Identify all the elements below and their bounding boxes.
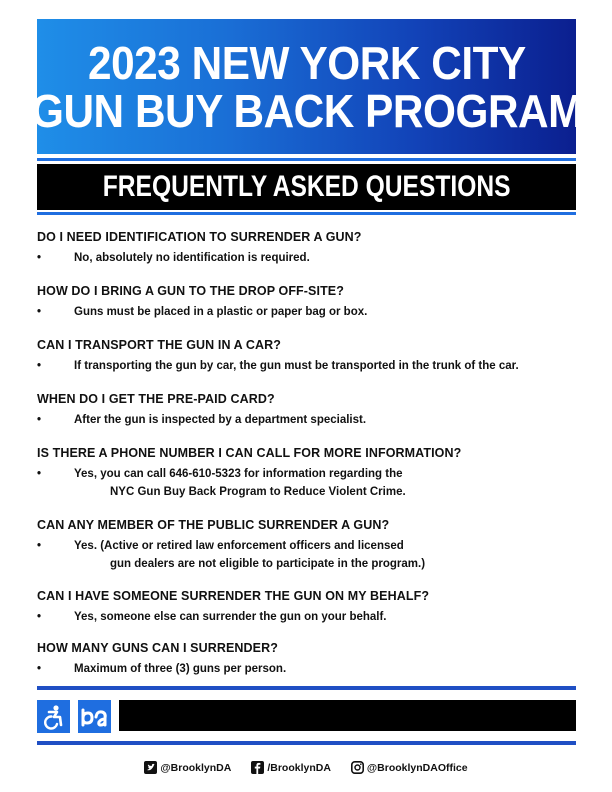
faq-item (37, 446, 582, 501)
faq-answer (37, 537, 582, 573)
faq-answer-text: If transporting the gun by car, the gun must be transported in the trunk of the car. (74, 360, 519, 372)
social-instagram[interactable] (351, 761, 468, 774)
faq-question: CAN I HAVE SOMEONE SURRENDER THE GUN ON MY BEHALF? (37, 589, 430, 603)
bullet: • (37, 252, 42, 264)
faq-item (37, 641, 582, 678)
faq-question: HOW DO I BRING A GUN TO THE DROP OFF-SITE? (37, 284, 344, 298)
faq-question: IS THERE A PHONE NUMBER I CAN CALL FOR MORE INFORMATION? (37, 446, 462, 460)
faq-question: DO I NEED IDENTIFICATION TO SURRENDER A GUN? (37, 230, 362, 244)
footer-stripe-bottom (37, 741, 576, 745)
footer-stripe-top (37, 686, 576, 690)
social-links (0, 761, 612, 774)
social-facebook[interactable] (251, 761, 331, 774)
faq-question: CAN I TRANSPORT THE GUN IN A CAR? (37, 338, 282, 352)
divider-stripe (37, 212, 576, 215)
bullet: • (37, 306, 42, 318)
faq-answer-text: Yes, someone else can surrender the gun on your behalf. (74, 611, 387, 623)
header-banner (30, 19, 583, 154)
faq-answer (37, 357, 582, 375)
faq-answer (37, 411, 582, 429)
faq-answer (37, 249, 582, 267)
faq-item (37, 338, 582, 375)
faq-answer-text: Guns must be placed in a plastic or paper bag or box. (74, 306, 368, 318)
faq-answer-text: After the gun is inspected by a department specialist. (74, 414, 367, 426)
faq-answer-text: No, absolutely no identification is required. (74, 252, 310, 264)
header-title-line-2: GUN BUY BACK PROGRAM (30, 84, 583, 137)
faq-item (37, 230, 582, 267)
faq-item (37, 284, 582, 321)
bullet: • (37, 414, 42, 426)
faq-answer (37, 608, 582, 626)
faq-title: FREQUENTLY ASKED QUESTIONS (102, 170, 511, 203)
faq-answer-text: Yes, you can call 646-610-5323 for information regarding the (74, 468, 403, 480)
bullet: • (37, 611, 42, 623)
faq-answer (37, 660, 582, 678)
facebook-icon (251, 761, 264, 774)
faq-title-bar (37, 164, 576, 210)
faq-question: HOW MANY GUNS CAN I SURRENDER? (37, 641, 278, 655)
bullet: • (37, 663, 42, 675)
social-twitter[interactable] (144, 761, 231, 774)
da-logo (78, 700, 111, 733)
bullet: • (37, 360, 42, 372)
footer-black-bar (119, 700, 576, 731)
sign-language-logo-icon (80, 705, 110, 729)
faq-answer-continuation: gun dealers are not eligible to participate in the program.) (110, 558, 426, 570)
faq-question: CAN ANY MEMBER OF THE PUBLIC SURRENDER A GUN? (37, 518, 390, 532)
header-title-line-1: 2023 NEW YORK CITY (87, 36, 526, 89)
faq-answer-text: Yes. (Active or retired law enforcement officers and licensed (74, 540, 404, 552)
divider-stripe (37, 158, 576, 161)
faq-answer-continuation: NYC Gun Buy Back Program to Reduce Violent Crime. (110, 486, 406, 498)
bullet: • (37, 540, 42, 552)
faq-answer (37, 465, 582, 501)
faq-answer (37, 303, 582, 321)
faq-item (37, 518, 582, 573)
faq-item (37, 392, 582, 429)
instagram-icon (351, 761, 364, 774)
faq-answer-text: Maximum of three (3) guns per person. (74, 663, 287, 675)
social-handle: @BrooklynDA (160, 761, 232, 774)
accessibility-logo (37, 700, 70, 733)
social-handle: /BrooklynDA (267, 761, 331, 774)
social-handle: @BrooklynDAOffice (366, 761, 468, 774)
accessibility-icon (40, 703, 68, 731)
twitter-icon (144, 761, 157, 774)
faq-item (37, 589, 582, 626)
bullet: • (37, 468, 42, 480)
faq-question: WHEN DO I GET THE PRE-PAID CARD? (37, 392, 275, 406)
